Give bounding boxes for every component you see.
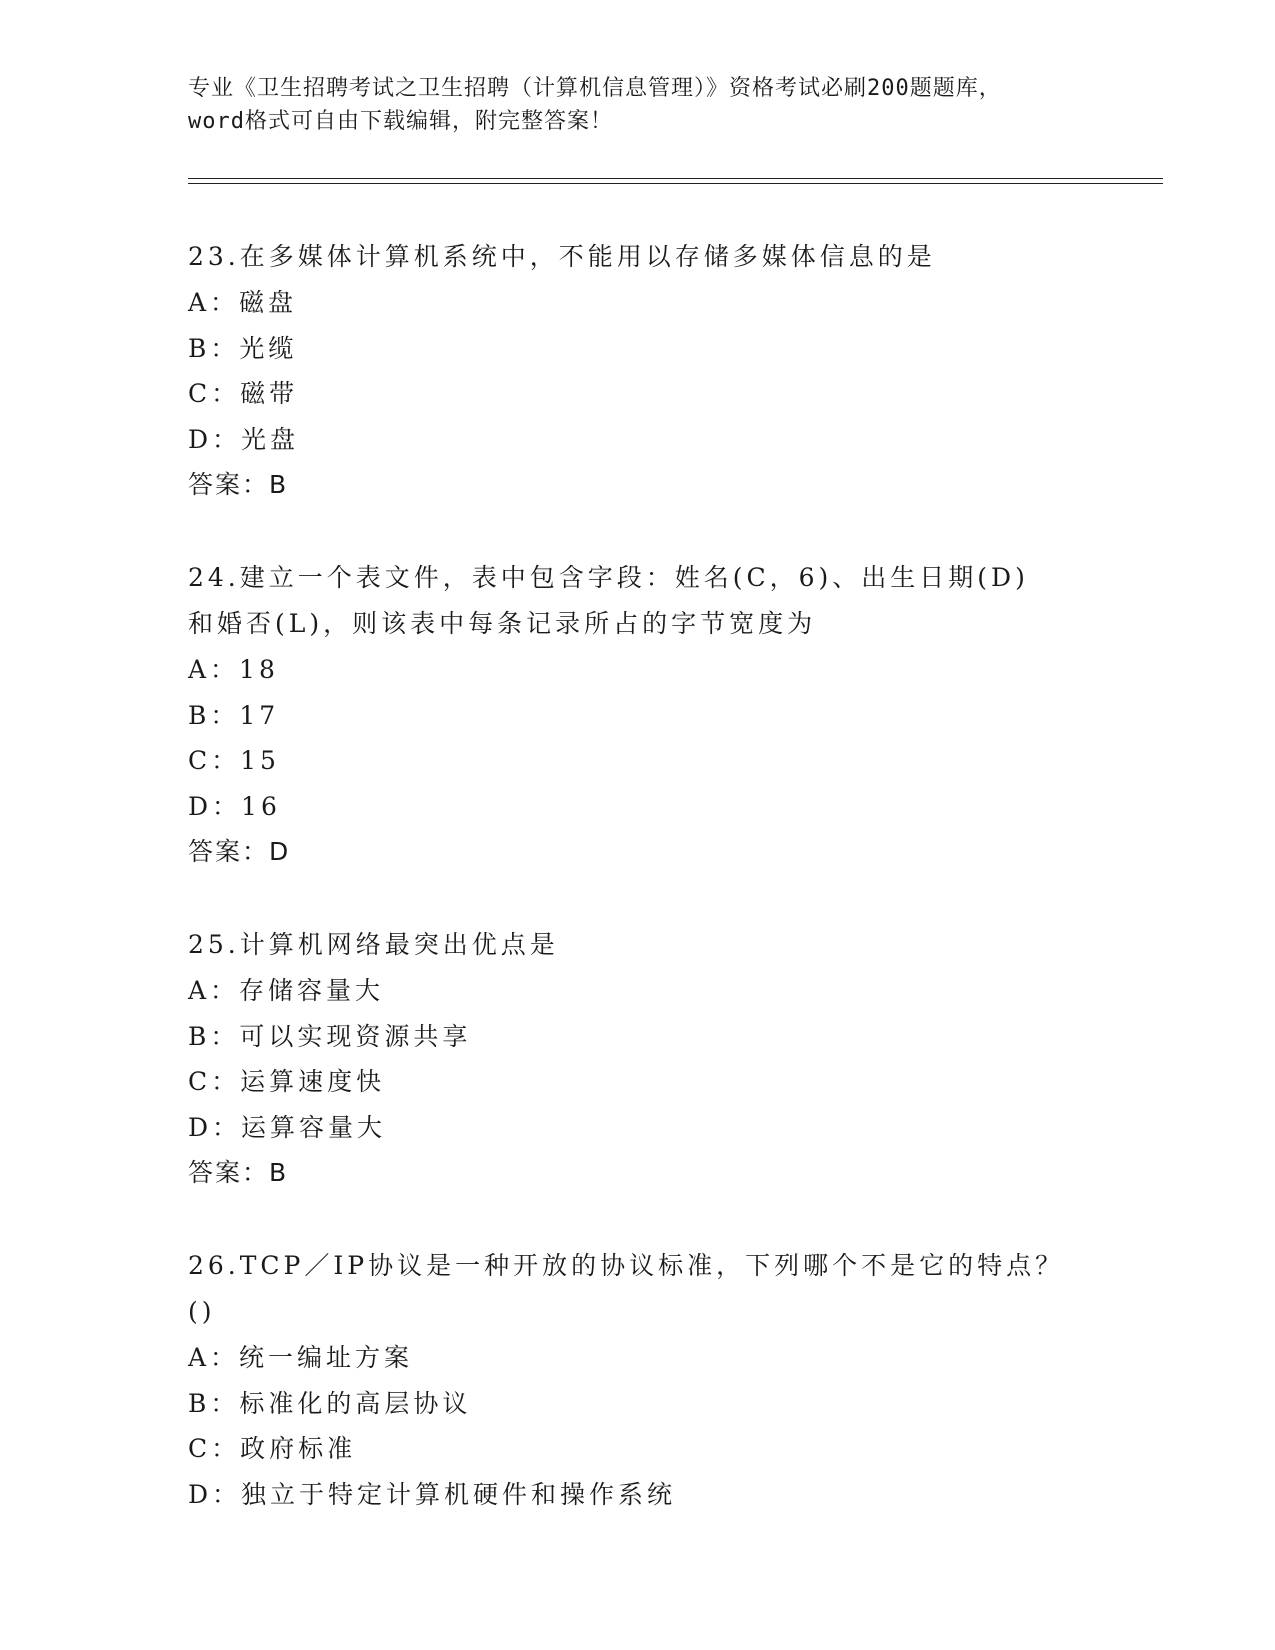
option-a: A：18 xyxy=(188,655,279,684)
question-26 xyxy=(188,1243,1088,1517)
option-a: A：存储容量大 xyxy=(188,976,385,1005)
header-divider-bottom xyxy=(188,183,1163,184)
header-divider-top xyxy=(188,178,1163,179)
header-title-line: 专业《卫生招聘考试之卫生招聘（计算机信息管理）》资格考试必刷200题题库， xyxy=(188,76,1002,101)
option-a: A：统一编址方案 xyxy=(188,1343,414,1372)
question-25 xyxy=(188,922,1088,1196)
option-b: B：标准化的高层协议 xyxy=(188,1388,472,1418)
answer-line: 答案：B xyxy=(188,1158,289,1187)
option-c: C：政府标准 xyxy=(188,1434,357,1463)
question-stem: 23.在多媒体计算机系统中，不能用以存储多媒体信息的是 xyxy=(188,242,936,271)
option-b: B：光缆 xyxy=(188,333,298,363)
option-d: D：独立于特定计算机硬件和操作系统 xyxy=(188,1479,677,1509)
question-24 xyxy=(188,555,1088,875)
document-header xyxy=(188,72,1088,138)
question-stem: 25.计算机网络最突出优点是 xyxy=(188,930,559,959)
option-d: D：光盘 xyxy=(188,424,300,454)
option-d: D：16 xyxy=(188,791,281,821)
question-stem: 26.TCP／IP协议是一种开放的协议标准，下列哪个不是它的特点？() xyxy=(188,1251,1065,1326)
option-b: B：17 xyxy=(188,700,280,730)
header-subtitle-line: word格式可自由下载编辑，附完整答案！ xyxy=(188,109,613,134)
question-stem: 24.建立一个表文件，表中包含字段：姓名(C，6)、出生日期(D)和婚否(L)，则该表中每条记录所占的字节宽度为 xyxy=(188,563,1029,638)
option-c: C：15 xyxy=(188,746,280,775)
option-c: C：磁带 xyxy=(188,379,299,408)
option-c: C：运算速度快 xyxy=(188,1067,386,1096)
option-a: A：磁盘 xyxy=(188,288,298,317)
option-b: B：可以实现资源共享 xyxy=(188,1021,472,1051)
answer-line: 答案：B xyxy=(188,470,289,499)
question-23 xyxy=(188,234,1088,508)
answer-line: 答案：D xyxy=(188,837,291,866)
option-d: D：运算容量大 xyxy=(188,1112,387,1142)
